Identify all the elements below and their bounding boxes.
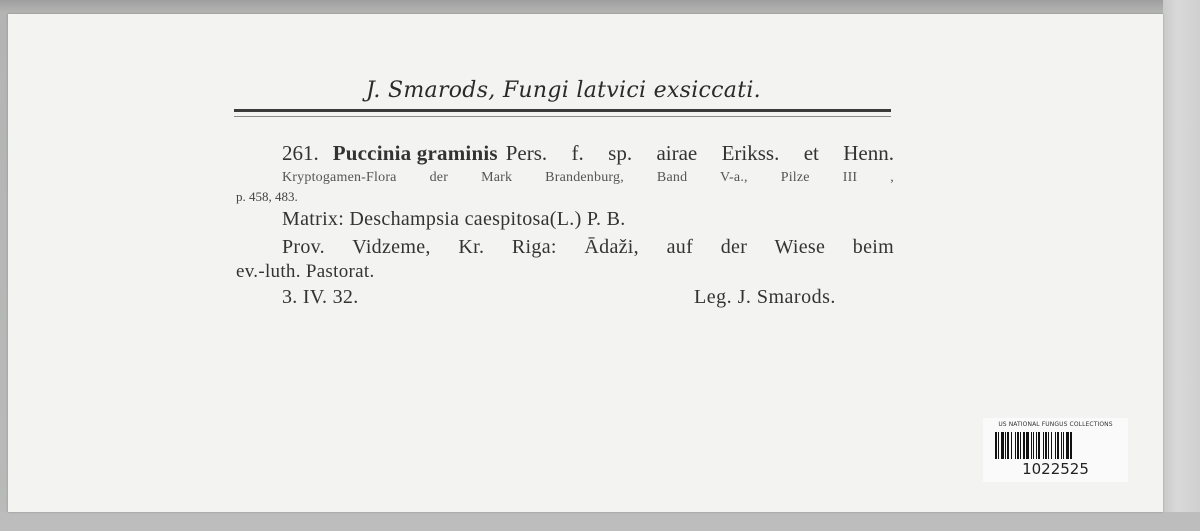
barcode-number: 1022525 [1022,460,1089,478]
collector: Leg. J. Smarods. [694,286,836,308]
entry-number: 261. [282,141,319,165]
header-rule-thin [234,116,891,117]
sheet-edge-bottom [0,512,1200,531]
matrix-line: Matrix: Deschampsia caespitosa(L.) P. B. [282,208,626,230]
label-header: J. Smarods, Fungi latvici exsiccati. [366,78,761,103]
header-rule [234,109,891,112]
sheet-edge-right [1163,0,1200,531]
barcode-label [983,418,1128,482]
locality-line-2: ev.-luth. Pastorat. [236,261,375,282]
barcode-institution: US NATIONAL FUNGUS COLLECTIONS [998,421,1113,428]
species-authority: Pers. f. sp. airae Erikss. et Henn. [505,141,894,165]
barcode-icon [995,432,1116,459]
species-line [282,141,894,166]
reference-line-1: Kryptogamen-Flora der Mark Brandenburg, Band V-a., Pilze III , [282,170,894,185]
collection-date: 3. IV. 32. [282,286,359,308]
locality-line-1: Prov. Vidzeme, Kr. Riga: Ādaži, auf der Wiese beim [282,236,894,258]
reference-line-2: p. 458, 483. [236,189,298,204]
species-name: Puccinia graminis [332,141,498,165]
